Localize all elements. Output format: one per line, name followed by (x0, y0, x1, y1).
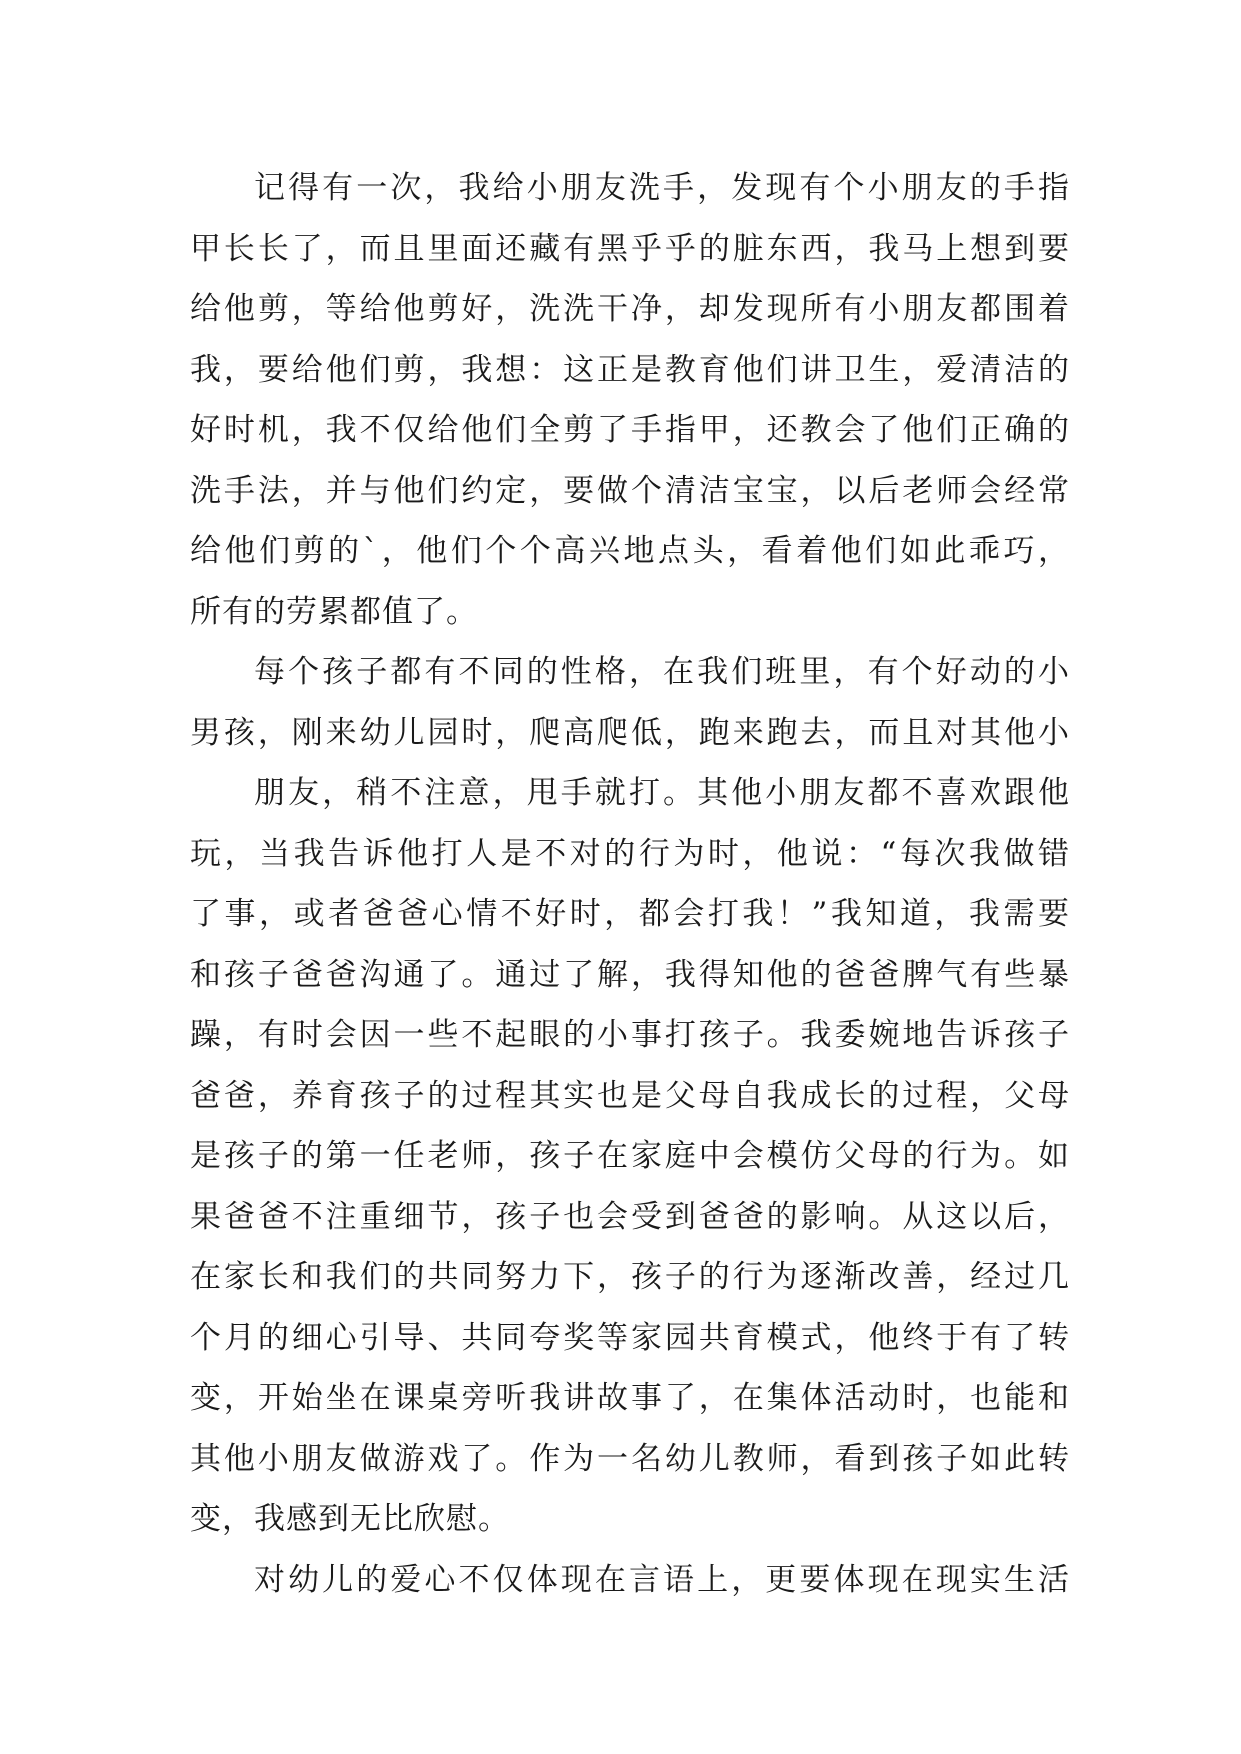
text-line: 躁，有时会因一些不起眼的小事打孩子。我委婉地告诉孩子 (190, 1017, 1070, 1053)
text-line: 个月的细心引导、共同夸奖等家园共育模式，他终于有了转 (190, 1319, 1070, 1356)
text-line: 了事，或者爸爸心情不好时，都会打我！”我知道，我需要 (190, 896, 1070, 932)
text-line: 给他们剪的`，他们个个高兴地点头，看着他们如此乖巧， (190, 533, 1070, 569)
text-line: 其他小朋友做游戏了。作为一名幼儿教师，看到孩子如此转 (190, 1440, 1070, 1477)
text-line: 甲长长了，而且里面还藏有黑乎乎的脏东西，我马上想到要 (190, 230, 1070, 267)
text-line: 好时机，我不仅给他们全剪了手指甲，还教会了他们正确的 (190, 412, 1070, 448)
text-line: 男孩，刚来幼儿园时，爬高爬低，跑来跑去，而且对其他小 (190, 714, 1070, 751)
text-line: 变，开始坐在课桌旁听我讲故事了，在集体活动时，也能和 (190, 1380, 1070, 1416)
text-line: 在家长和我们的共同努力下，孩子的行为逐渐改善，经过几 (190, 1259, 1070, 1295)
text-line: 变，我感到无比欣慰。 (190, 1501, 510, 1537)
text-line: 记得有一次，我给小朋友洗手，发现有个小朋友的手指 (254, 170, 1070, 206)
text-line: 和孩子爸爸沟通了。通过了解，我得知他的爸爸脾气有些暴 (190, 956, 1070, 993)
text-line: 是孩子的第一任老师，孩子在家庭中会模仿父母的行为。如 (190, 1138, 1070, 1174)
text-line: 果爸爸不注重细节，孩子也会受到爸爸的影响。从这以后， (190, 1198, 1070, 1235)
text-line: 所有的劳累都值了。 (190, 593, 478, 630)
text-line: 每个孩子都有不同的性格，在我们班里，有个好动的小 (254, 654, 1070, 690)
text-line: 我，要给他们剪，我想：这正是教育他们讲卫生，爱清洁的 (190, 351, 1070, 388)
text-line: 爸爸，养育孩子的过程其实也是父母自我成长的过程，父母 (190, 1077, 1070, 1114)
text-line: 洗手法，并与他们约定，要做个清洁宝宝，以后老师会经常 (190, 472, 1070, 509)
text-line: 玩，当我告诉他打人是不对的行为时，他说：“每次我做错 (190, 835, 1070, 872)
body-text (190, 158, 1070, 1610)
text-line: 朋友，稍不注意，甩手就打。其他小朋友都不喜欢跟他 (254, 775, 1070, 811)
text-line: 给他剪，等给他剪好，洗洗干净，却发现所有小朋友都围着 (190, 291, 1070, 327)
text-line: 对幼儿的爱心不仅体现在言语上，更要体现在现实生活 (254, 1561, 1070, 1598)
